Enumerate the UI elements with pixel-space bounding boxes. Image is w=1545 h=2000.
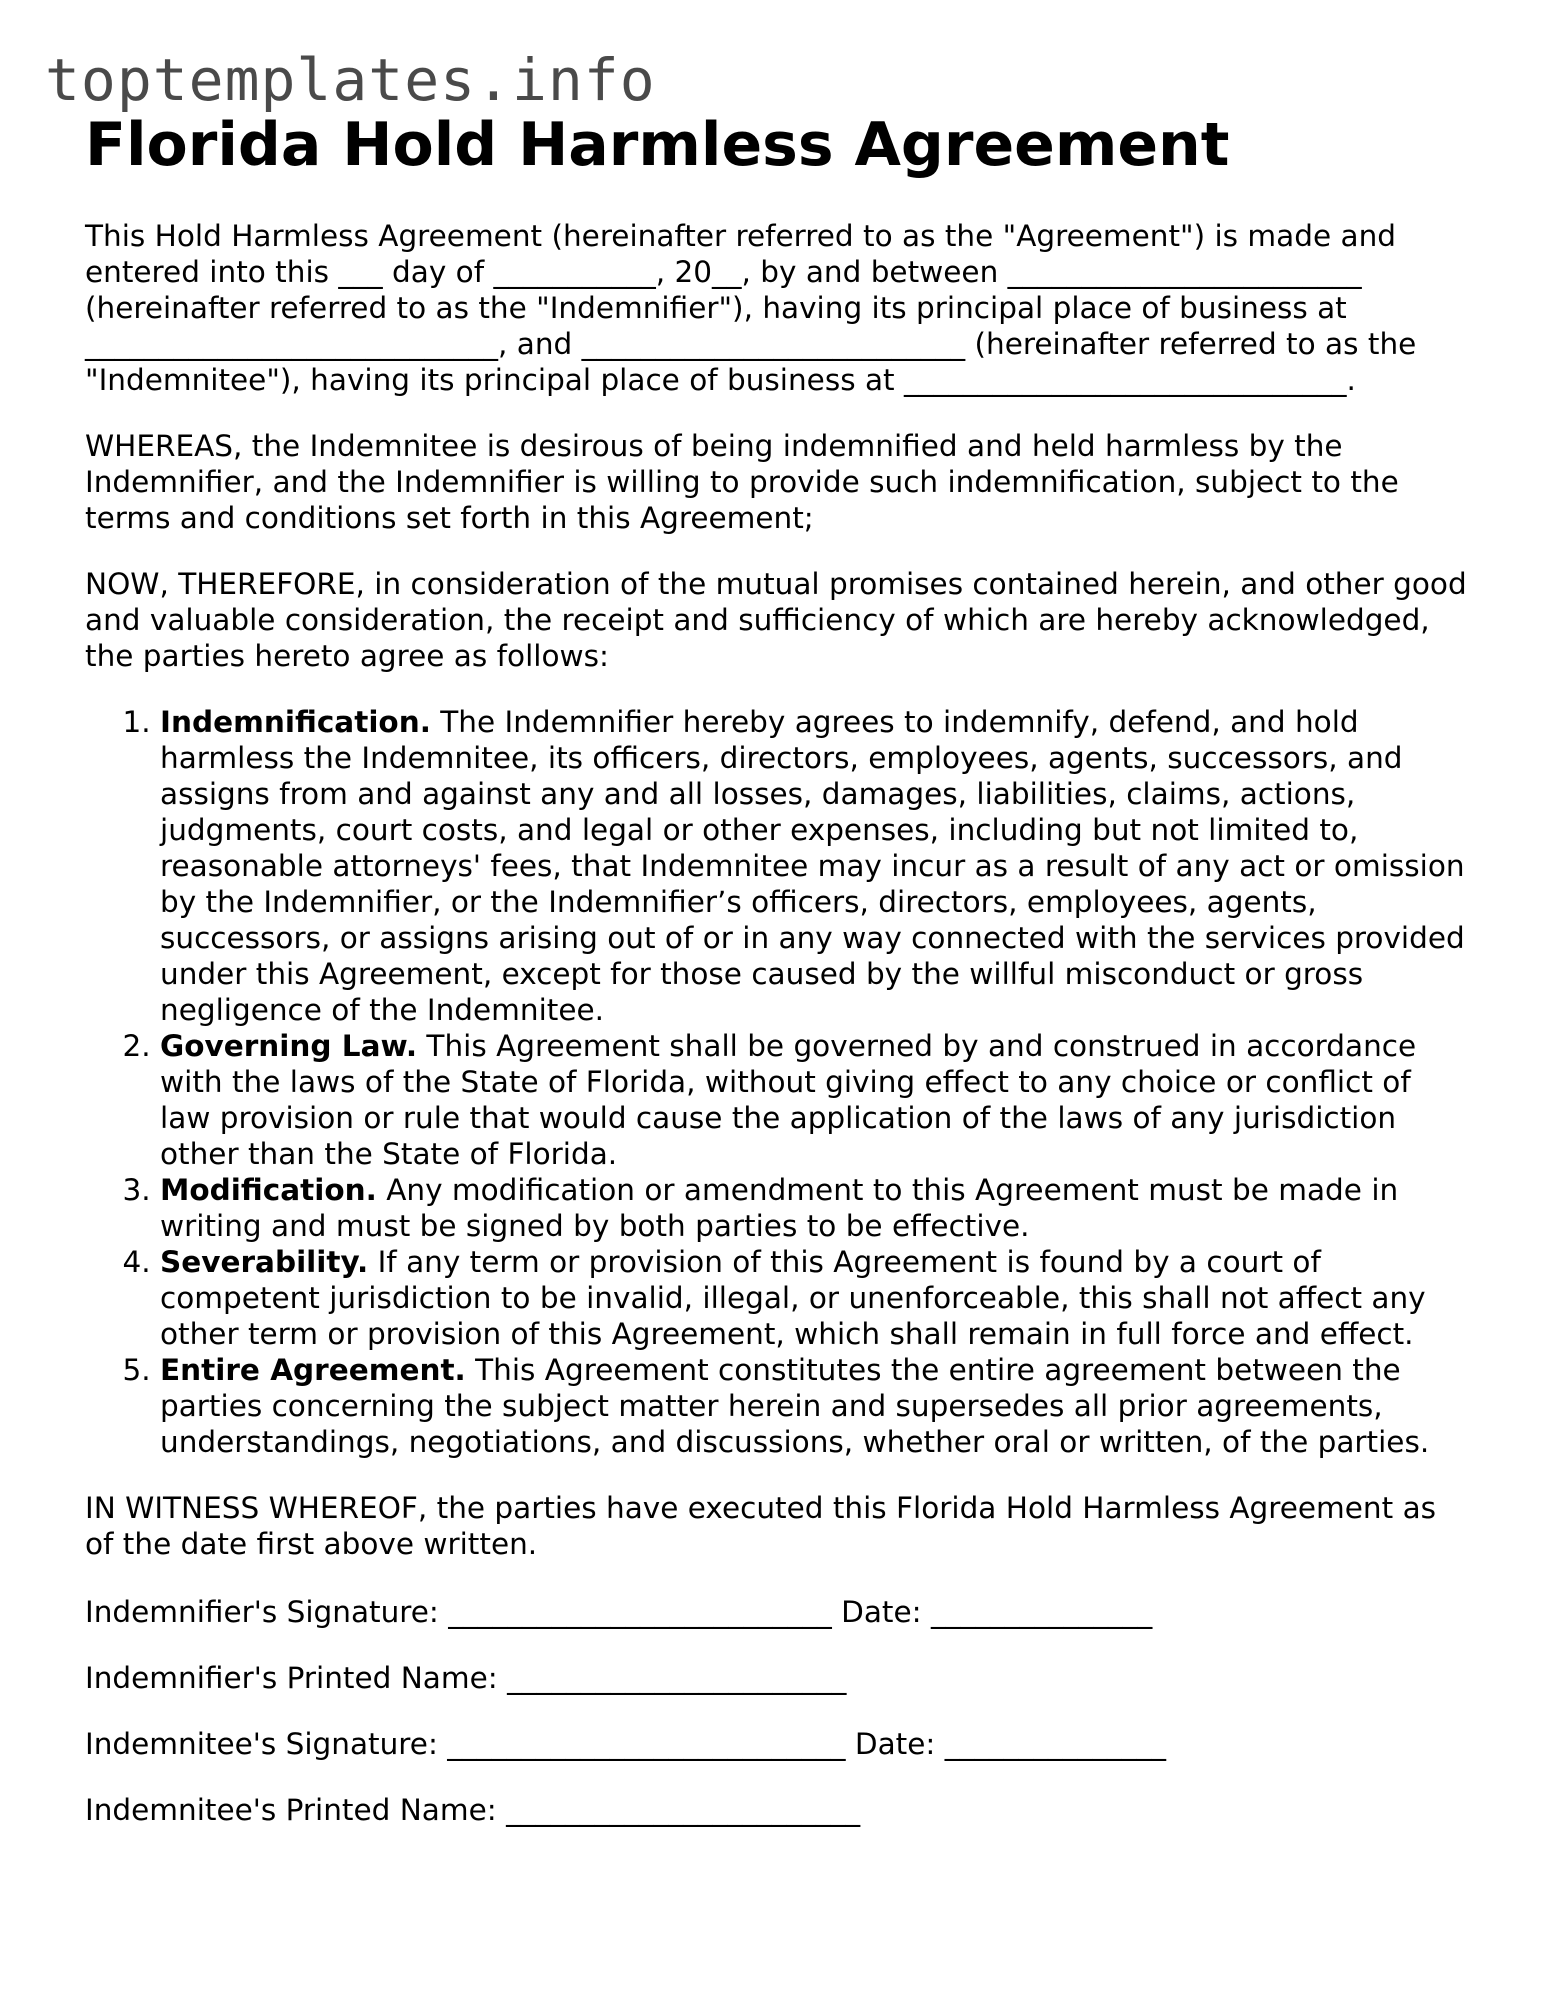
term-item-entire-agreement bbox=[160, 1352, 1470, 1460]
document-text bbox=[85, 218, 1470, 1828]
term-body: This Agreement constitutes the entire agreement between the parties concerning the subject matter herein and supersedes all prior agreements, understandings, negotiations, and discussions, whether oral or written, of the parties. bbox=[160, 1353, 1430, 1459]
term-title: Entire Agreement. bbox=[160, 1353, 466, 1387]
indemnitee-printed-name-line[interactable]: Indemnitee's Printed Name: ________________________ bbox=[85, 1793, 861, 1827]
term-item-governing-law bbox=[160, 1028, 1470, 1172]
indemnitee-signature-line[interactable]: Indemnitee's Signature: ___________________________ Date: _______________ bbox=[85, 1727, 1166, 1761]
watermark-text: toptemplates.info bbox=[45, 46, 656, 114]
intro-paragraph: This Hold Harmless Agreement (hereinafter referred to as the "Agreement") is made and entered into this ___ day of ___________, 20__, by and between ________________________ (hereinafter referred to as the "Indemnifier"), having its principal place of business at ____________________________, and __________________________ (hereinafter referred to as the "Indemnitee"), having its principal place of business at ______________________________. bbox=[85, 219, 1417, 397]
term-item-severability bbox=[160, 1244, 1470, 1352]
term-body: The Indemnifier hereby agrees to indemnify, defend, and hold harmless the Indemnitee, its officers, directors, employees, agents, successors, and assigns from and against any and all losses, damages, liabilities, claims, actions, judgments, court costs, and legal or other expenses, including but not limited to, reasonable attorneys' fees, that Indemnitee may incur as a result of any act or omission by the Indemnifier, or the Indemnifier’s officers, directors, employees, agents, successors, or assigns arising out of or in any way connected with the services provided under this Agreement, except for those caused by the willful misconduct or gross negligence of the Indemnitee. bbox=[160, 705, 1465, 1027]
term-item-modification bbox=[160, 1172, 1470, 1244]
indemnifier-printed-name-line[interactable]: Indemnifier's Printed Name: _______________________ bbox=[85, 1661, 847, 1695]
indemnifier-signature-line[interactable]: Indemnifier's Signature: __________________________ Date: _______________ bbox=[85, 1595, 1153, 1629]
term-title: Indemnification. bbox=[160, 705, 431, 739]
term-body: If any term or provision of this Agreement is found by a court of competent jurisdiction to be invalid, illegal, or unenforceable, this shall not affect any other term or provision of this Agreement, which shall remain in full force and effect. bbox=[160, 1245, 1426, 1351]
term-body: This Agreement shall be governed by and construed in accordance with the laws of the State of Florida, without giving effect to any choice or conflict of law provision or rule that would cause the application of the laws of any jurisdiction other than the State of Florida. bbox=[160, 1029, 1417, 1171]
witness-paragraph: IN WITNESS WHEREOF, the parties have executed this Florida Hold Harmless Agreement as of the date first above written. bbox=[85, 1491, 1437, 1561]
document-body bbox=[85, 105, 1470, 1828]
term-title: Governing Law. bbox=[160, 1029, 418, 1063]
whereas-paragraph: WHEREAS, the Indemnitee is desirous of being indemnified and held harmless by the Indemnifier, and the Indemnifier is willing to provide such indemnification, subject to the terms and conditions set forth in this Agreement; bbox=[85, 429, 1399, 535]
document-title: Florida Hold Harmless Agreement bbox=[85, 110, 1230, 180]
term-title: Severability. bbox=[160, 1245, 369, 1279]
term-title: Modification. bbox=[160, 1173, 377, 1207]
term-item-indemnification bbox=[160, 704, 1470, 1028]
now-therefore-paragraph: NOW, THEREFORE, in consideration of the mutual promises contained herein, and other good and valuable consideration, the receipt and sufficiency of which are hereby acknowledged, the parties hereto agree as follows: bbox=[85, 567, 1467, 673]
term-body: Any modification or amendment to this Agreement must be made in writing and must be signed by both parties to be effective. bbox=[160, 1173, 1399, 1243]
terms-list bbox=[85, 704, 1470, 1460]
